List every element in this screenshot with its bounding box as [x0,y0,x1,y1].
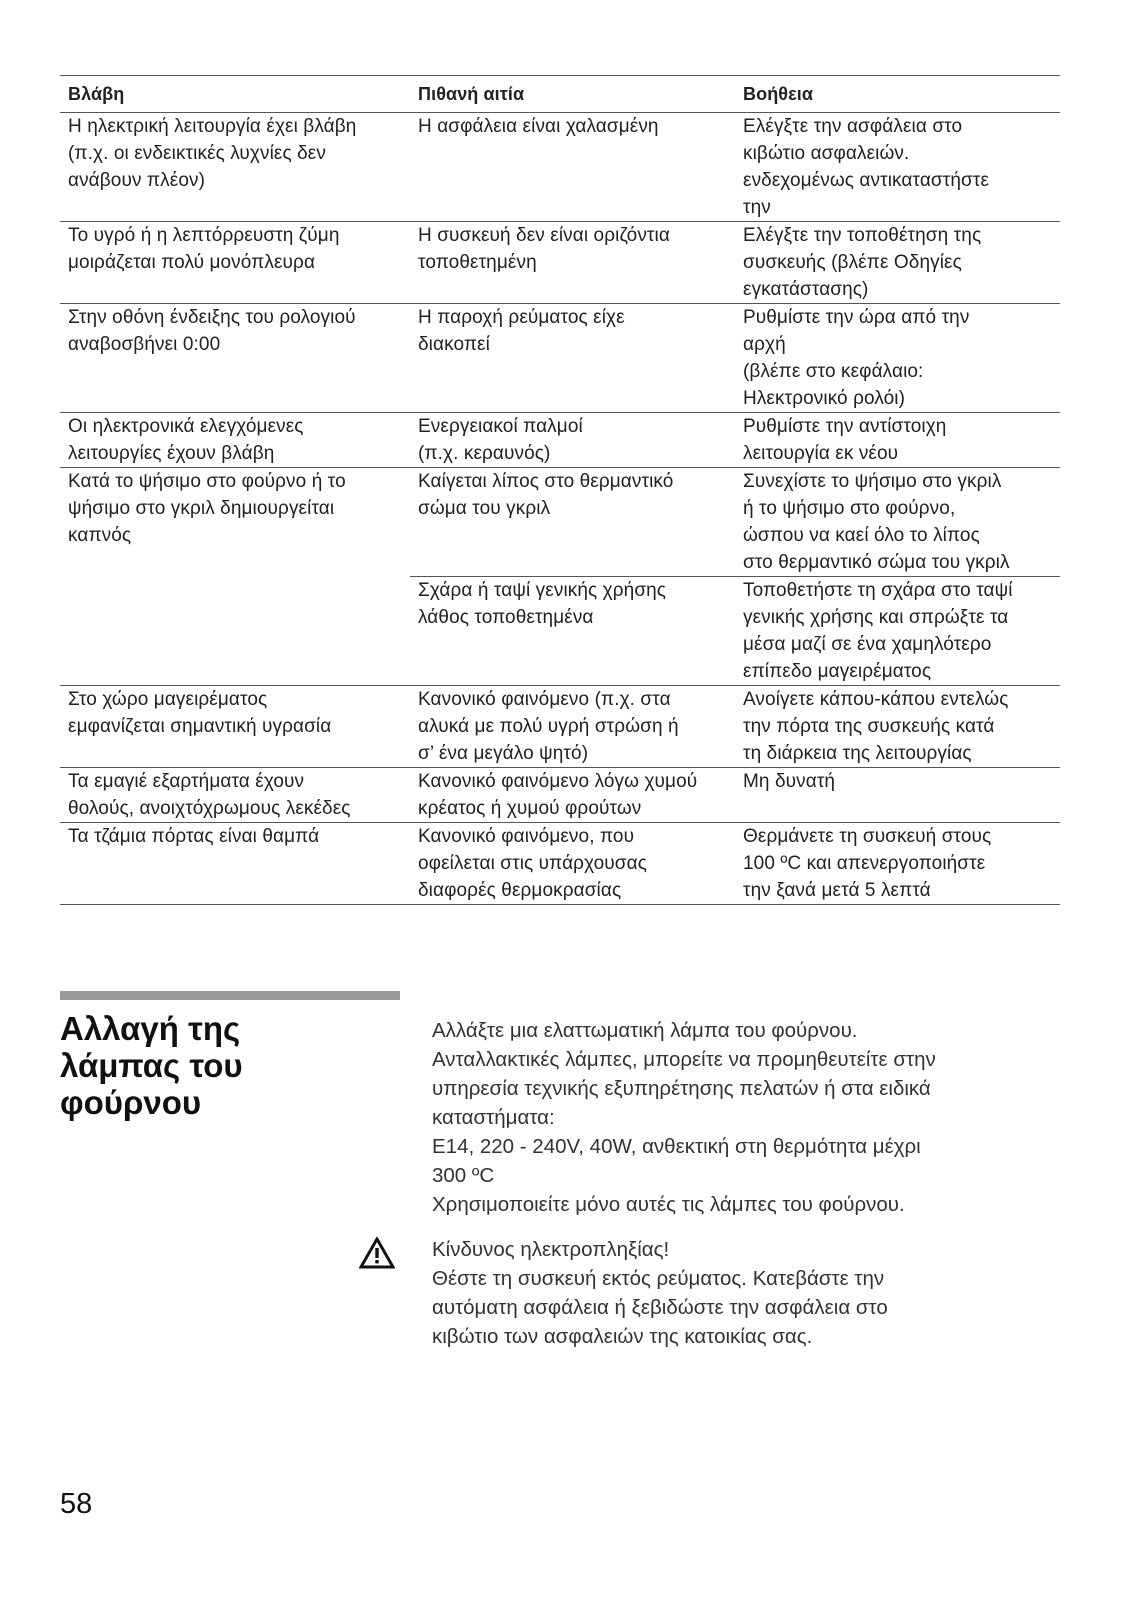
cell-line: κρέατος ή χυμού φρούτων [418,798,642,819]
cell-line: ανάβουν πλέον) [68,170,206,191]
table-header-row [60,75,1060,112]
title-line: φούρνου [60,1084,202,1121]
cell-line: Ηλεκτρονικό ρολόι) [743,388,906,409]
cell-line: Ρυθμίστε την ώρα από την [743,307,970,328]
cell-line: (π.χ. οι ενδεικτικές λυχνίες δεν [68,143,326,164]
cell-line: επίπεδο μαγειρέματος [743,661,932,682]
cell-line: ψήσιμο στο γκριλ δημιουργείται [68,498,335,519]
cell-line: αρχή [743,334,786,355]
cell-line: Ρυθμίστε την αντίστοιχη [743,416,947,437]
cell-line: μοιράζεται πολύ μονόπλευρα [68,252,316,273]
cell-line: Η συσκευή δεν είναι οριζόντια [418,225,670,246]
table-row [60,303,1060,412]
table-row [60,767,1060,822]
cell-line: ή το ψήσιμο στο φούρνο, [743,498,956,519]
cell-line: Θερμάνετε τη συσκευή στους [743,826,992,847]
body-line: υπηρεσία τεχνικής εξυπηρέτησης πελατών ή στα ειδικά [432,1077,931,1100]
cell-line: Τοποθετήστε τη σχάρα στο ταψί [743,580,1013,601]
warning-heading: Κίνδυνος ηλεκτροπληξίας! [432,1238,670,1261]
warning-line: Θέστε τη συσκευή εκτός ρεύματος. Κατεβάστε την [432,1267,885,1290]
help-cell [735,304,1060,412]
fault-cell [60,413,410,467]
help-cell [735,823,1060,904]
page-number: 58 [60,1488,93,1520]
fault-cell [60,576,410,685]
cell-line: ώσπου να καεί όλο το λίπος [743,525,980,546]
fault-cell [60,304,410,412]
body-line: 300 ºC [432,1164,495,1187]
body-line: E14, 220 - 240V, 40W, ανθεκτική στη θερμότητα μέχρι [432,1135,921,1158]
cell-line: λάθος τοποθετημένα [418,607,594,628]
cause-cell [410,113,735,221]
warning-text [432,1235,1052,1351]
cell-line: τοποθετημένη [418,252,537,273]
warning-line: αυτόματη ασφάλεια ή ξεβιδώστε την ασφάλεια στο [432,1296,888,1319]
cell-line: γενικής χρήσης και σπρώξτε τα [743,607,1009,628]
fault-cell [60,823,410,904]
cell-line: μέσα μαζί σε ένα χαμηλότερο [743,634,992,655]
fault-cell [60,768,410,822]
table-row [60,412,1060,467]
cell-line: ενδεχομένως αντικαταστήστε [743,170,990,191]
cause-cell [410,468,735,576]
cause-cell [410,576,735,685]
cell-line: εμφανίζεται σημαντική υγρασία [68,716,332,737]
table-row [60,467,1060,576]
body-line: Ανταλλακτικές λάμπες, μπορείτε να προμηθευτείτε στην [432,1048,936,1071]
cell-line: Ενεργειακοί παλμοί [418,416,583,437]
table-row [60,822,1060,905]
cell-line: λειτουργία εκ νέου [743,443,899,464]
cell-line: Κανονικό φαινόμενο λόγω χυμού [418,771,698,792]
cell-line: εγκατάστασης) [743,279,869,300]
body-line: Αλλάξτε μια ελαττωματική λάμπα του φούρνου. [432,1019,858,1042]
cell-line: θολούς, ανοιχτόχρωμους λεκέδες [68,798,351,819]
cell-line: (π.χ. κεραυνός) [418,443,551,464]
cell-line: την ξανά μετά 5 λεπτά [743,880,931,901]
cell-line: Κανονικό φαινόμενο (π.χ. στα [418,689,671,710]
fault-cell [60,222,410,303]
help-cell [735,576,1060,685]
warning-line: κιβώτιο των ασφαλειών της κατοικίας σας. [432,1325,813,1348]
cell-line: Ανοίγετε κάπου-κάπου εντελώς [743,689,1009,710]
cell-line: διαφορές θερμοκρασίας [418,880,622,901]
fault-cell [60,468,410,576]
cell-line: Τα τζάμια πόρτας είναι θαμπά [68,826,320,847]
cell-line: Στο χώρο μαγειρέματος [68,689,268,710]
cell-line: Σχάρα ή ταψί γενικής χρήσης [418,580,667,601]
cell-line: Μη δυνατή [743,771,836,792]
table-row [60,112,1060,221]
cell-line: Ελέγξτε την ασφάλεια στο [743,116,963,137]
help-cell [735,413,1060,467]
cell-line: λειτουργίες έχουν βλάβη [68,443,275,464]
table-row [60,221,1060,303]
cell-line: συσκευής (βλέπε Οδηγίες [743,252,962,273]
cell-line: Οι ηλεκτρονικά ελεγχόμενες [68,416,304,437]
cell-line: Η παροχή ρεύματος είχε [418,307,625,328]
help-cell [735,468,1060,576]
fault-cell [60,686,410,767]
cell-line: Τα εμαγιέ εξαρτήματα έχουν [68,771,305,792]
title-line: Αλλαγή της [60,1010,241,1047]
table-row [60,576,1060,685]
help-cell [735,768,1060,822]
cell-line: σώμα του γκριλ [418,498,551,519]
table-row [60,685,1060,767]
help-cell [735,222,1060,303]
cell-line: οφείλεται στις υπάρχουσας [418,853,647,874]
cell-line: Συνεχίστε το ψήσιμο στο γκριλ [743,471,1002,492]
cell-line: Στην οθόνη ένδειξης του ρολογιού [68,307,356,328]
title-line: λάμπας του [60,1047,243,1084]
cause-cell [410,222,735,303]
troubleshooting-table [60,75,1060,905]
cell-line: Καίγεται λίπος στο θερμαντικό [418,471,674,492]
section-title [60,1010,390,1121]
help-cell [735,113,1060,221]
cell-line: Κανονικό φαινόμενο, που [418,826,635,847]
cause-cell [410,686,735,767]
cell-line: σ’ ένα μεγάλο ψητό) [418,743,589,764]
cause-cell [410,823,735,904]
warning-triangle-icon [359,1237,395,1269]
header-cause: Πιθανή αιτία [418,84,525,104]
body-line: Χρησιμοποιείτε μόνο αυτές τις λάμπες του φούρνου. [432,1193,905,1216]
cause-cell [410,413,735,467]
cell-line: 100 ºC και απενεργοποιήστε [743,853,986,874]
cell-line: Η ασφάλεια είναι χαλασμένη [418,116,659,137]
cell-line: Κατά το ψήσιμο στο φούρνο ή το [68,471,346,492]
cell-line: στο θερμαντικό σώμα του γκριλ [743,552,1010,573]
cell-line: Το υγρό ή η λεπτόρρευστη ζύμη [68,225,340,246]
cause-cell [410,768,735,822]
fault-cell [60,113,410,221]
help-cell [735,686,1060,767]
cell-line: την [743,197,771,218]
cell-line: κιβώτιο ασφαλειών. [743,143,910,164]
cell-line: την πόρτα της συσκευής κατά [743,716,995,737]
cell-line: διακοπεί [418,334,490,355]
cell-line: (βλέπε στο κεφάλαιο: [743,361,924,382]
cell-line: αναβοσβήνει 0:00 [68,334,221,355]
cell-line: Ελέγξτε την τοποθέτηση της [743,225,982,246]
body-line: καταστήματα: [432,1106,555,1129]
cause-cell [410,304,735,412]
header-help: Βοήθεια [743,84,814,104]
header-fault: Βλάβη [68,84,125,104]
cell-line: Η ηλεκτρική λειτουργία έχει βλάβη [68,116,357,137]
section-divider-bar [60,991,400,1000]
cell-line: καπνός [68,525,132,546]
cell-line: αλυκά με πολύ υγρή στρώση ή [418,716,679,737]
cell-line: τη διάρκεια της λειτουργίας [743,743,972,764]
section-body [432,1016,1052,1219]
